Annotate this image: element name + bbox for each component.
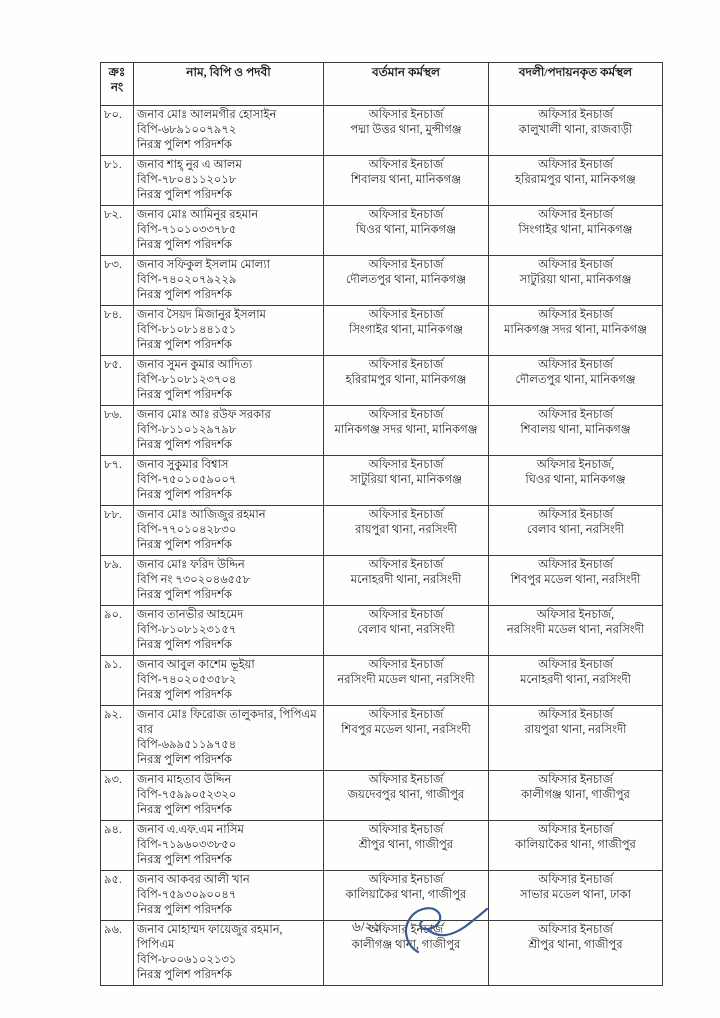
officer-name-cell: জনাব শাহ্‌ নুর এ আলম বিপি-৭৮০৪১১২০১৮ নিরস্ত্র পুলিশ পরিদর্শক	[134, 156, 324, 206]
table-row	[101, 256, 663, 306]
table-row	[101, 556, 663, 606]
officer-name-cell: জনাব সৈয়দ মিজানুর ইসলাম বিপি-৮১০৮১৪৪১৫১ নিরস্ত্র পুলিশ পরিদর্শক	[134, 306, 324, 356]
officer-name-cell: জনাব মাহতাব উদ্দিন বিপি-৭৫৯৯০৫২৩২০ নিরস্ত্র পুলিশ পরিদর্শক	[134, 771, 324, 821]
officer-name-cell: জনাব আবুল কাশেম ভূইয়া বিপি-৭৪০২০৫৩৫৮২ নিরস্ত্র পুলিশ পরিদর্শক	[134, 656, 324, 706]
current-posting-cell: অফিসার ইনচার্জ মানিকগঞ্জ সদর থানা, মানিকগঞ্জ	[324, 406, 489, 456]
table-row	[101, 306, 663, 356]
transferred-posting-cell: অফিসার ইনচার্জ কালুখালী থানা, রাজবাড়ী	[489, 106, 663, 156]
current-posting-cell: অফিসার ইনচার্জ শিবপুর মডেল থানা, নরসিংদী	[324, 706, 489, 771]
table-row	[101, 506, 663, 556]
serial-number-cell: ৮২.	[101, 206, 134, 256]
current-posting-cell: অফিসার ইনচার্জ কালিয়াকৈর থানা, গাজীপুর	[324, 871, 489, 921]
officer-name-cell: জনাব তানভীর আহমেদ বিপি-৮১০৮১২৩১৫৭ নিরস্ত্র পুলিশ পরিদর্শক	[134, 606, 324, 656]
serial-number-cell: ৯১.	[101, 656, 134, 706]
current-posting-cell: অফিসার ইনচার্জ জয়দেবপুর থানা, গাজীপুর	[324, 771, 489, 821]
col-header-serial	[101, 63, 134, 106]
table-row	[101, 406, 663, 456]
transfer-posting-table	[100, 62, 663, 986]
transferred-posting-cell: অফিসার ইনচার্জ শিবপুর মডেল থানা, নরসিংদী	[489, 556, 663, 606]
serial-number-cell: ৯৫.	[101, 871, 134, 921]
officer-name-cell: জনাব মোঃ আঃ রউফ সরকার বিপি-৮১১০১২৯৭৯৮ নিরস্ত্র পুলিশ পরিদর্শক	[134, 406, 324, 456]
current-posting-cell: অফিসার ইনচার্জ পদ্মা উত্তর থানা, মুন্সীগঞ্জ	[324, 106, 489, 156]
table-row	[101, 606, 663, 656]
current-posting-cell: অফিসার ইনচার্জ সিংগাইর থানা, মানিকগঞ্জ	[324, 306, 489, 356]
officer-name-cell: জনাব মোঃ আমিনুর রহমান বিপি-৭১০১০৩৩৭৮৫ নিরস্ত্র পুলিশ পরিদর্শক	[134, 206, 324, 256]
table-row	[101, 821, 663, 871]
serial-number-cell: ৮৮.	[101, 506, 134, 556]
officer-name-cell: জনাব সফিকুল ইসলাম মোল্যা বিপি-৭৪০২০৭৯২২৯ নিরস্ত্র পুলিশ পরিদর্শক	[134, 256, 324, 306]
serial-number-cell: ৮৬.	[101, 406, 134, 456]
transferred-posting-cell: অফিসার ইনচার্জ কালিয়াকৈর থানা, গাজীপুর	[489, 821, 663, 871]
serial-number-cell: ৯৬.	[101, 921, 134, 986]
serial-number-cell: ৯৪.	[101, 821, 134, 871]
serial-number-cell: ৮০.	[101, 106, 134, 156]
transferred-posting-cell: অফিসার ইনচার্জ শিবালয় থানা, মানিকগঞ্জ	[489, 406, 663, 456]
officer-name-cell: জনাব মোঃ ফরিদ উদ্দিন বিপি নং ৭৩০২০৪৬৫৫৮ নিরস্ত্র পুলিশ পরিদর্শক	[134, 556, 324, 606]
table-row	[101, 456, 663, 506]
table-header-row	[101, 63, 663, 106]
transferred-posting-cell: অফিসার ইনচার্জ সাভার মডেল থানা, ঢাকা	[489, 871, 663, 921]
officer-name-cell: জনাব সুমন কুমার আদিত্য বিপি-৮১০৮১২৩৭০৪ নিরস্ত্র পুলিশ পরিদর্শক	[134, 356, 324, 406]
page-footer	[0, 900, 720, 960]
transferred-posting-cell: অফিসার ইনচার্জ, নরসিংদী মডেল থানা, নরসিংদী	[489, 606, 663, 656]
current-posting-cell: অফিসার ইনচার্জ হরিরামপুর থানা, মানিকগঞ্জ	[324, 356, 489, 406]
serial-number-cell: ৮৩.	[101, 256, 134, 306]
table-row	[101, 771, 663, 821]
transferred-posting-cell: অফিসার ইনচার্জ কালীগঞ্জ থানা, গাজীপুর	[489, 771, 663, 821]
current-posting-cell: অফিসার ইনচার্জ শ্রীপুর থানা, গাজীপুর	[324, 821, 489, 871]
serial-number-cell: ৮৫.	[101, 356, 134, 406]
table-body	[101, 106, 663, 986]
transferred-posting-cell: অফিসার ইনচার্জ, ঘিওর থানা, মানিকগঞ্জ	[489, 456, 663, 506]
page-number: ৬/২১	[352, 919, 383, 934]
serial-number-cell: ৮৯.	[101, 556, 134, 606]
serial-number-cell: ৯৩.	[101, 771, 134, 821]
col-header-serial-line1: ক্রঃ	[108, 65, 126, 79]
officer-name-cell: জনাব আকবর আলী খান বিপি-৭৫৯৩০৯০০৪৭ নিরস্ত্র পুলিশ পরিদর্শক	[134, 871, 324, 921]
col-header-current-posting: বর্তমান কর্মস্থল	[324, 63, 489, 106]
transferred-posting-cell: অফিসার ইনচার্জ রায়পুরা থানা, নরসিংদী	[489, 706, 663, 771]
transferred-posting-cell: অফিসার ইনচার্জ শ্রীপুর থানা, গাজীপুর	[489, 921, 663, 986]
transferred-posting-cell: অফিসার ইনচার্জ দৌলতপুর থানা, মানিকগঞ্জ	[489, 356, 663, 406]
table-row	[101, 106, 663, 156]
current-posting-cell: অফিসার ইনচার্জ ঘিওর থানা, মানিকগঞ্জ	[324, 206, 489, 256]
current-posting-cell: অফিসার ইনচার্জ কালীগঞ্জ থানা, গাজীপুর	[324, 921, 489, 986]
current-posting-cell: অফিসার ইনচার্জ নরসিংদী মডেল থানা, নরসিংদী	[324, 656, 489, 706]
serial-number-cell: ৯০.	[101, 606, 134, 656]
table-row	[101, 706, 663, 771]
transferred-posting-cell: অফিসার ইনচার্জ সিংগাইর থানা, মানিকগঞ্জ	[489, 206, 663, 256]
transferred-posting-cell: অফিসার ইনচার্জ হরিরামপুর থানা, মানিকগঞ্জ	[489, 156, 663, 206]
table-row	[101, 356, 663, 406]
col-header-transferred-posting: বদলী/পদায়নকৃত কর্মস্থল	[489, 63, 663, 106]
officer-name-cell: জনাব মোঃ আজিজুর রহমান বিপি-৭৭০১০৪২৮৩০ নিরস্ত্র পুলিশ পরিদর্শক	[134, 506, 324, 556]
transferred-posting-cell: অফিসার ইনচার্জ মনোহরদী থানা, নরসিংদী	[489, 656, 663, 706]
officer-name-cell: জনাব মোঃ ফিরোজ তালুকদার, পিপিএম বার বিপি-৬৯৯৫১১৯৭৫৪ নিরস্ত্র পুলিশ পরিদর্শক	[134, 706, 324, 771]
current-posting-cell: অফিসার ইনচার্জ রায়পুরা থানা, নরসিংদী	[324, 506, 489, 556]
current-posting-cell: অফিসার ইনচার্জ সাটুরিয়া থানা, মানিকগঞ্জ	[324, 456, 489, 506]
current-posting-cell: অফিসার ইনচার্জ দৌলতপুর থানা, মানিকগঞ্জ	[324, 256, 489, 306]
table-row	[101, 206, 663, 256]
serial-number-cell: ৮৭.	[101, 456, 134, 506]
transferred-posting-cell: অফিসার ইনচার্জ সাটুরিয়া থানা, মানিকগঞ্জ	[489, 256, 663, 306]
table-row	[101, 156, 663, 206]
serial-number-cell: ৯২.	[101, 706, 134, 771]
current-posting-cell: অফিসার ইনচার্জ বেলাব থানা, নরসিংদী	[324, 606, 489, 656]
serial-number-cell: ৮১.	[101, 156, 134, 206]
current-posting-cell: অফিসার ইনচার্জ শিবালয় থানা, মানিকগঞ্জ	[324, 156, 489, 206]
officer-name-cell: জনাব সুকুমার বিশ্বাস বিপি-৭৫০১০৫৯০০৭ নিরস্ত্র পুলিশ পরিদর্শক	[134, 456, 324, 506]
officer-name-cell: জনাব মোঃ আলমগীর হোসাইন বিপি-৬৮৯১০০৭৯৭২ নিরস্ত্র পুলিশ পরিদর্শক	[134, 106, 324, 156]
serial-number-cell: ৮৪.	[101, 306, 134, 356]
officer-name-cell: জনাব মোহাম্মদ ফায়েজুর রহমান, পিপিএম বিপি-৮০০৬১০২১৩১ নিরস্ত্র পুলিশ পরিদর্শক	[134, 921, 324, 986]
transferred-posting-cell: অফিসার ইনচার্জ বেলাব থানা, নরসিংদী	[489, 506, 663, 556]
col-header-name: নাম, বিপি ও পদবী	[134, 63, 324, 106]
table-row	[101, 656, 663, 706]
current-posting-cell: অফিসার ইনচার্জ মনোহরদী থানা, নরসিংদী	[324, 556, 489, 606]
transferred-posting-cell: অফিসার ইনচার্জ মানিকগঞ্জ সদর থানা, মানিকগঞ্জ	[489, 306, 663, 356]
officer-name-cell: জনাব এ.এফ.এম নাসিম বিপি-৭১৯৬০৩৩৮৫০ নিরস্ত্র পুলিশ পরিদর্শক	[134, 821, 324, 871]
col-header-serial-line2: নং	[110, 80, 124, 94]
signature-flourish-icon	[396, 900, 491, 958]
